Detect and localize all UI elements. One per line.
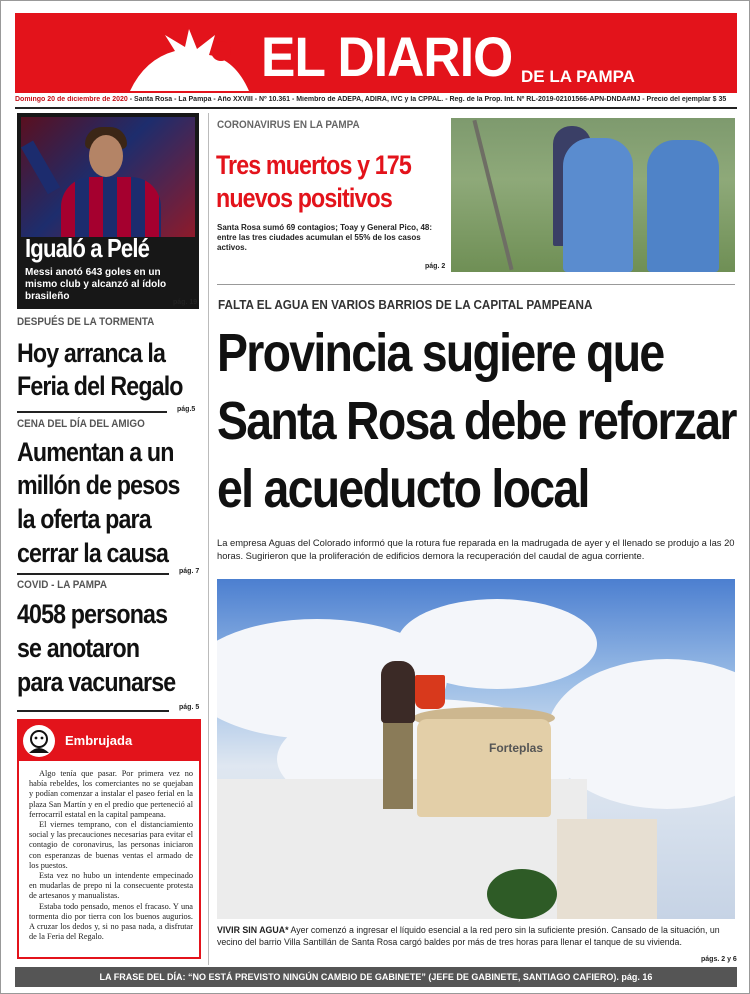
tormenta-page-ref: pág.5 — [177, 406, 196, 413]
main-kicker: FALTA EL AGUA EN VARIOS BARRIOS DE LA CAPITAL PAMPEANA — [218, 297, 593, 312]
tormenta-rule — [17, 411, 167, 413]
amigo-page-ref: pág. 7 — [179, 568, 200, 575]
main-headline-line-2[interactable]: Santa Rosa debe reforzar — [217, 391, 736, 451]
embrujada-paragraph: Estaba todo pensado, menos el fracaso. Y una tormenta dio por tierra con los buenos augurios. A cruzar los dedos y, si no pasa nada, a disfrutar de la Feria del Regalo. — [29, 901, 193, 942]
masthead-subtitle: DE LA PAMPA — [521, 67, 635, 86]
covid-headline-line-2[interactable]: se anotaron — [17, 633, 140, 663]
corona-summary: Santa Rosa sumó 69 contagios; Toay y General Pico, 48: entre las tres ciudades acumulan el 55% de los casos activos. — [217, 223, 433, 252]
covid-kicker: COVID - LA PAMPA — [17, 579, 108, 591]
amigo-headline-line-1[interactable]: Aumentan a un — [17, 437, 174, 467]
tormenta-headline-line-1[interactable]: Hoy arranca la — [17, 338, 166, 368]
caption-text: Ayer comenzó a ingresar el líquido esencial a la red pero sin la suficiente presión. Cansado de la situación, un vecino del barrio Villa Santillán de Santa Rosa cargó baldes por más de tres horas para llenar el tanque de su vivienda. — [217, 925, 720, 947]
covid-rule — [17, 710, 169, 712]
covid-headline-line-3[interactable]: para vacunarse — [17, 667, 176, 697]
tormenta-headline-line-2[interactable]: Feria del Regalo — [17, 371, 183, 401]
header-rule — [15, 107, 737, 109]
corona-kicker: CORONAVIRUS EN LA PAMPA — [217, 119, 360, 131]
embrujada-paragraph: Algo tenía que pasar. Por primera vez no había rebeldes, los comerciantes no se quejaban y podían comenzar a instalar el paseo ferial en la plaza San Martín y en el predio que perteneció al ferrocarril estatal en la capital pampeana. — [29, 769, 193, 819]
amigo-headline-line-3[interactable]: la oferta para — [17, 504, 151, 534]
covid-page-ref: pág. 5 — [179, 704, 200, 711]
edition-info — [15, 96, 737, 103]
photo-caption — [217, 925, 737, 948]
corona-page-ref: pág. 2 — [425, 263, 446, 270]
corona-photo — [451, 118, 735, 272]
embrujada-paragraph: Esta vez no hubo un intendente empecinado en mudarlas de prepo ni la consecuente protesta de artesanos y manualistas. — [29, 871, 193, 901]
messi-page-ref: pág. 19 — [173, 299, 198, 306]
mascot-icon — [23, 725, 55, 757]
tormenta-kicker: DESPUÉS DE LA TORMENTA — [17, 316, 155, 328]
amigo-headline-line-4[interactable]: cerrar la causa — [17, 538, 169, 568]
masthead-title: EL DIARIO — [261, 25, 513, 88]
embrujada-paragraph: El viernes temprano, con el distanciamiento social y las precauciones necesarias para evitar el contagio de coronavirus, las personas iniciaron con esperanzas de buenas ventas el armado de los puestos. — [29, 820, 193, 870]
messi-story[interactable] — [17, 113, 199, 309]
embrujada-column — [17, 719, 201, 959]
main-photo — [217, 579, 735, 919]
corona-headline-line-1[interactable]: Tres muertos y 175 — [216, 150, 411, 180]
caption-lead: VIVIR SIN AGUA* — [217, 925, 289, 935]
main-headline-line-1[interactable]: Provincia sugiere que — [217, 323, 664, 383]
covid-headline-line-1[interactable]: 4058 personas — [17, 599, 168, 629]
section-divider — [217, 284, 735, 285]
messi-summary: Messi anotó 643 goles en un mismo club y alcanzó al ídolo brasileño — [25, 267, 167, 302]
amigo-rule — [17, 573, 169, 575]
main-page-ref: págs. 2 y 6 — [701, 956, 737, 963]
phrase-of-the-day: LA FRASE DEL DÍA: “NO ESTÁ PREVISTO NINGÚN CAMBIO DE GABINETE” (JEFE DE GABINETE, SANTIAGO CAFIERO). pág. 16 — [15, 967, 737, 987]
edition-date: Domingo 20 de diciembre de 2020 — [15, 96, 128, 103]
bird-logo-icon — [125, 29, 255, 93]
main-summary: La empresa Aguas del Colorado informó que la rotura fue reparada en la madrugada de ayer y el llenado se produjo a las 20 horas. Sugirieron que la proliferación de edificios demora la recuperación del caudal de agua corriente. — [217, 537, 735, 561]
corona-headline-line-2[interactable]: nuevos positivos — [216, 183, 392, 213]
embrujada-text — [29, 769, 193, 942]
tank-brand-label: Forteplas — [489, 741, 544, 755]
embrujada-title: Embrujada — [65, 733, 133, 748]
masthead — [15, 13, 737, 93]
column-divider — [208, 113, 209, 965]
messi-photo — [21, 117, 195, 237]
messi-headline: Igualó a Pelé — [25, 233, 150, 263]
amigo-kicker: CENA DEL DÍA DEL AMIGO — [17, 418, 145, 430]
amigo-headline-line-2[interactable]: millón de pesos — [17, 470, 180, 500]
edition-details: - Santa Rosa - La Pampa - Año XXVIII - Nº 10.361 - Miembro de ADEPA, ADIRA, IVC y la CPPAL. - Reg. de la Prop. Int. Nº RL-2019-02101566-APN-DNDA#MJ - Precio del ejemplar $ 35 — [127, 96, 727, 103]
main-headline-line-3[interactable]: el acueducto local — [217, 459, 589, 519]
embrujada-header — [19, 721, 199, 761]
